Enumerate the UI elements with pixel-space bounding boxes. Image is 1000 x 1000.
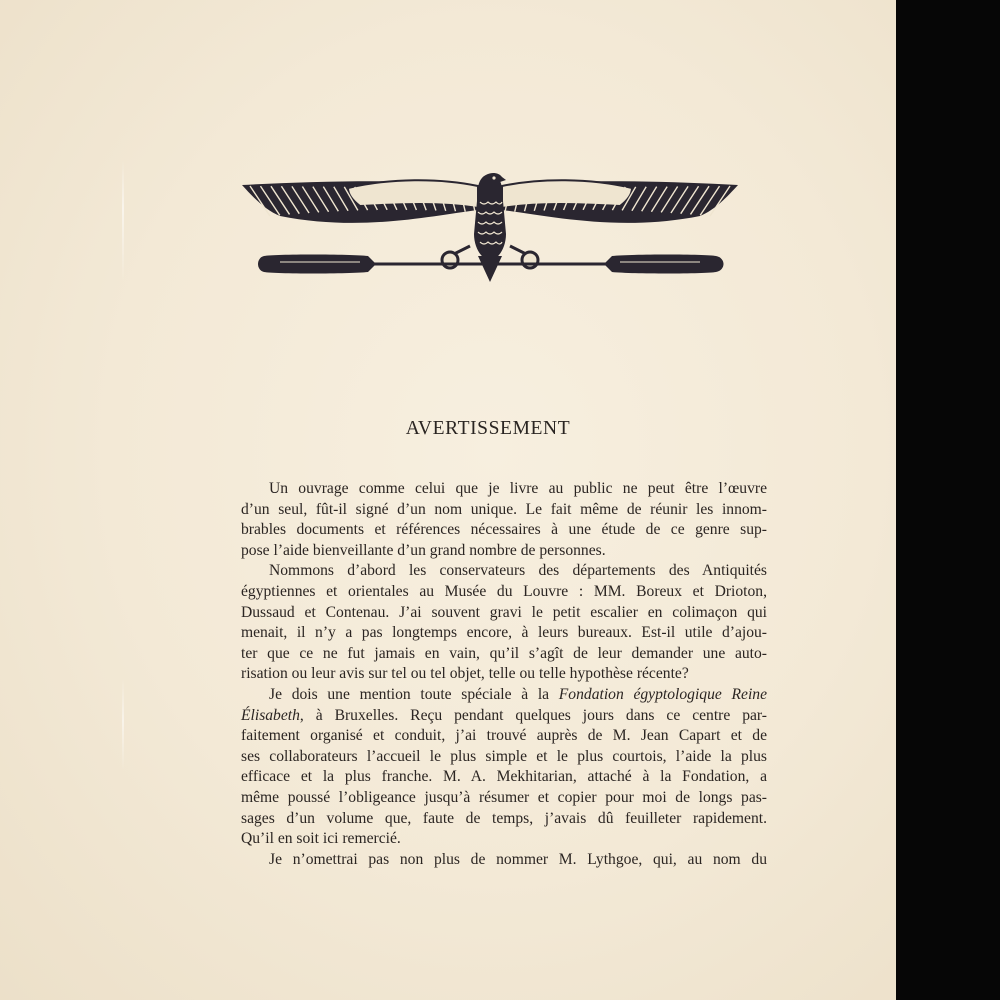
foundation-name-italic: Fondation égyptologique Reine xyxy=(558,685,767,703)
paragraph-2 xyxy=(241,561,767,685)
text-line: d’un seul, fût-il signé d’un nom unique. Le fait même de réunir les innom- xyxy=(241,500,767,518)
text-segment: Je dois une mention toute spéciale à la xyxy=(269,685,559,703)
winged-falcon-ornament-icon xyxy=(240,172,740,287)
paragraph-3 xyxy=(241,685,767,850)
text-line: Un ouvrage comme celui que je livre au public ne peut être l’œuvre xyxy=(269,480,767,497)
text-line xyxy=(241,685,767,706)
text-line: brables documents et références nécessaires à une étude de ce genre sup- xyxy=(241,521,767,539)
text-line: même poussé l’obligeance jusqu’à résumer et copier pour moi de longs pas- xyxy=(241,788,767,806)
text-line: faitement organisé et conduit, j’ai trouvé auprès de M. Jean Capart et de xyxy=(241,727,767,745)
text-line: menait, il n’y a pas longtemps encore, à leurs bureaux. Est-il utile d’ajou- xyxy=(241,624,767,642)
page-title: AVERTISSEMENT xyxy=(405,418,571,439)
paragraph-1 xyxy=(241,479,767,561)
foundation-name-italic: Élisabeth xyxy=(241,706,300,724)
text-line: sages d’un volume que, faute de temps, j’avais dû feuilleter rapidement. xyxy=(241,809,767,827)
text-line xyxy=(241,706,767,727)
text-line: pose l’aide bienveillante d’un grand nombre de personnes. xyxy=(241,541,606,559)
text-line: Je n’omettrai pas non plus de nommer M. Lythgoe, qui, au nom du xyxy=(269,850,767,868)
text-line: Dussaud et Contenau. J’ai souvent gravi le petit escalier en colimaçon qui xyxy=(241,603,767,621)
text-segment: , à Bruxelles. Reçu pendant quelques jours dans ce centre par- xyxy=(299,706,767,724)
text-line: ses collaborateurs l’accueil le plus simple et le plus courtois, l’aide la plus xyxy=(241,747,767,765)
text-line: Nommons d’abord les conservateurs des départements des Antiquités xyxy=(269,562,767,580)
text-line: Qu’il en soit ici remercié. xyxy=(241,830,401,848)
text-line: efficace et la plus franche. M. A. Mekhitarian, attaché à la Fondation, a xyxy=(241,768,767,786)
paragraph-4 xyxy=(241,850,767,871)
text-line: risation ou leur avis sur tel ou tel objet, telle ou telle hypothèse récente? xyxy=(241,665,689,683)
scan-background xyxy=(896,0,1000,1000)
text-line: égyptiennes et orientales au Musée du Louvre : MM. Boreux et Drioton, xyxy=(241,582,767,600)
text-line: ter que ce ne fut jamais en vain, qu’il s’agît de leur demander une auto- xyxy=(241,644,767,662)
body-text xyxy=(241,479,767,870)
